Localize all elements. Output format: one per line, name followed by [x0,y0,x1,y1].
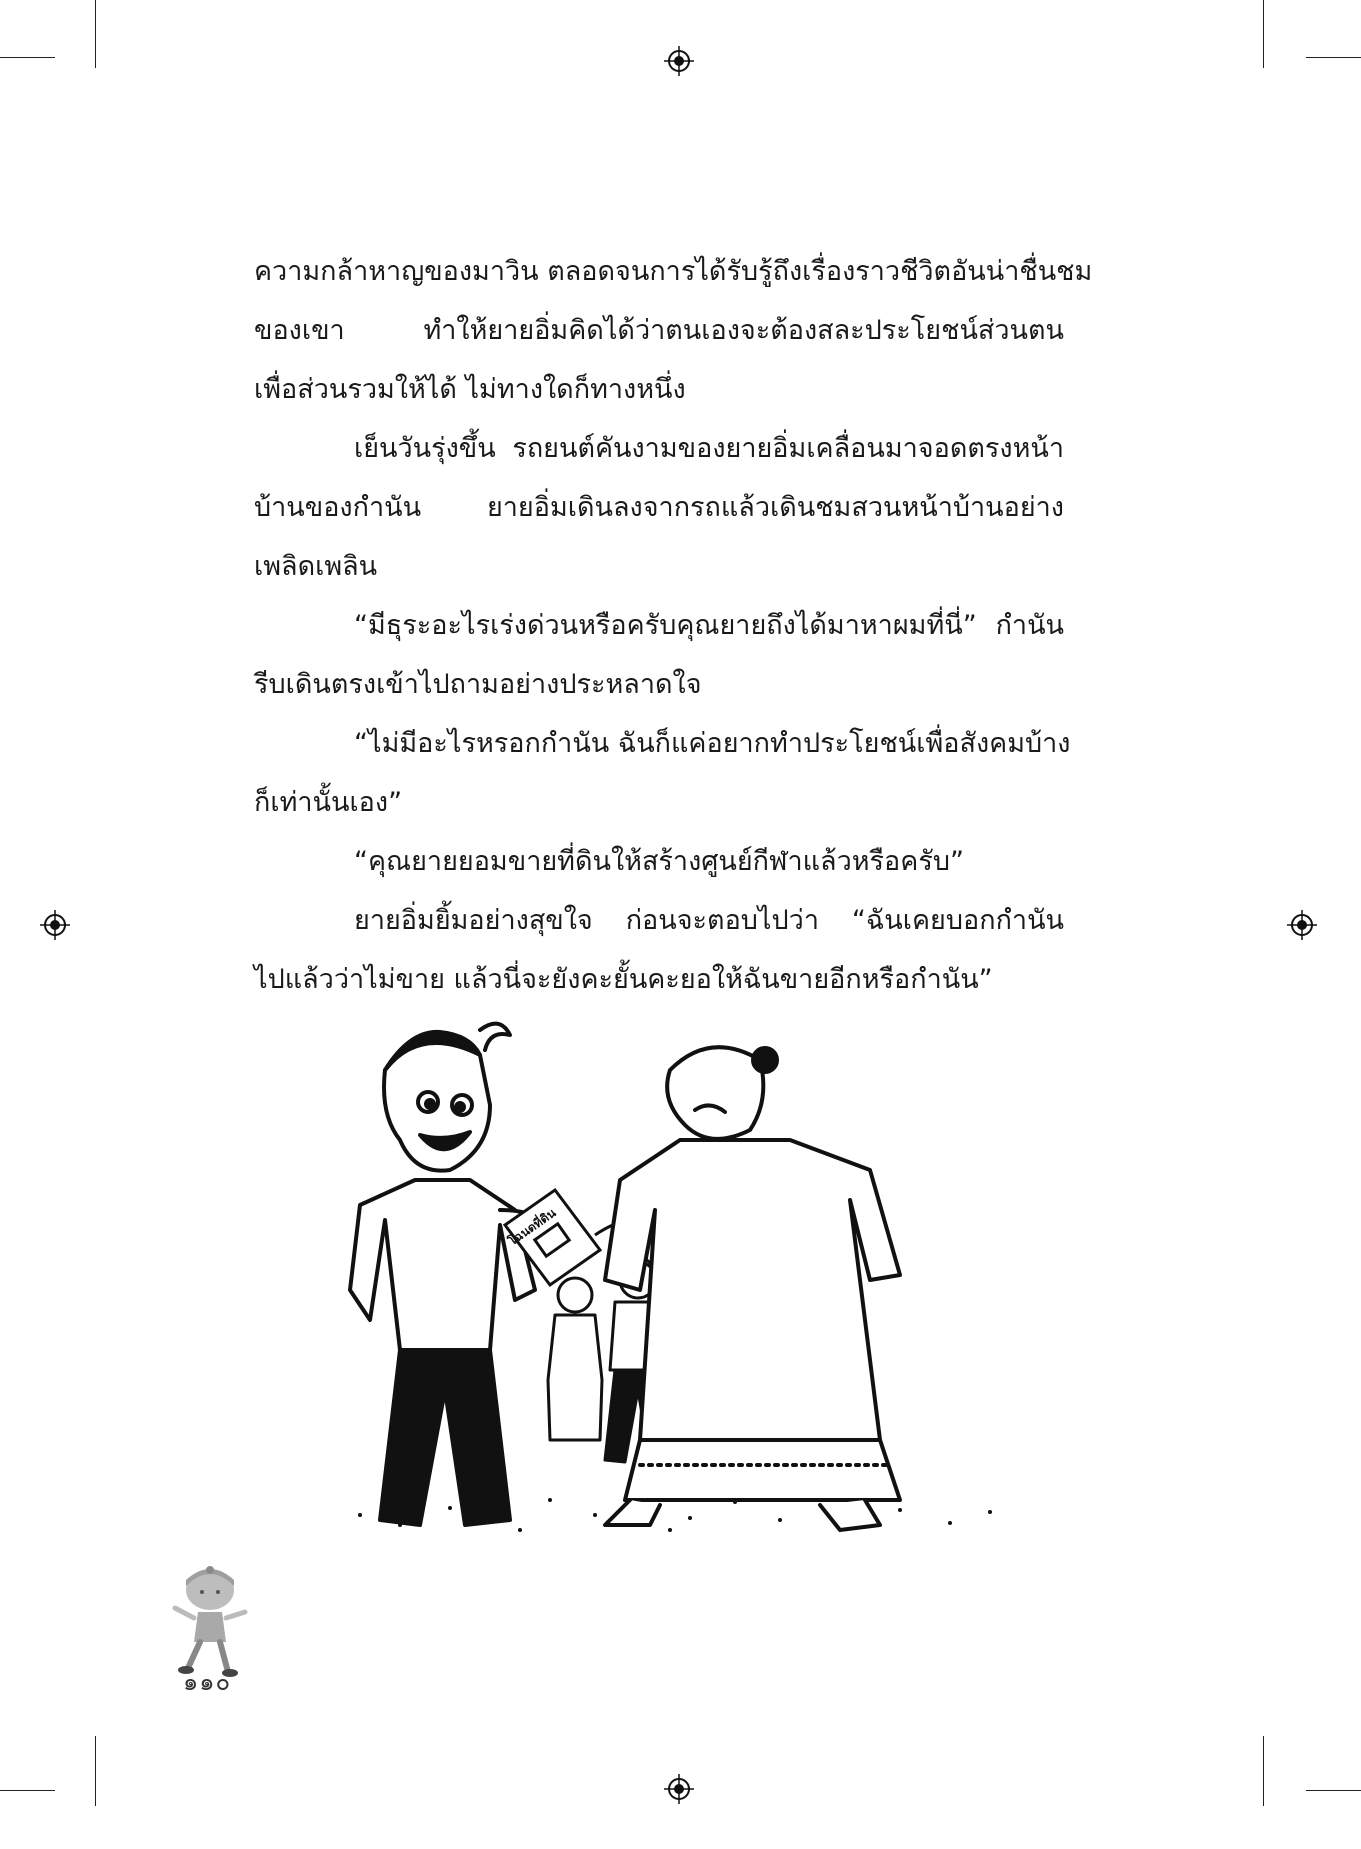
crop-mark [95,1736,96,1806]
grandma-figure [605,1047,900,1530]
text-line: ไปแล้วว่าไม่ขาย แล้วนี่จะยังคะยั้นคะยอให้ฉันขายอีกหรือกำนัน” [254,964,993,995]
crop-mark [1263,0,1264,68]
text-line: ก็เท่านั้นเอง” [254,787,403,818]
page-number: ๑๑๐ [183,1668,232,1696]
crop-mark [95,0,96,68]
text-line: ของเขา ทำให้ยายอิ่มคิดได้ว่าตนเองจะต้องสละประโยชน์ส่วนตน [254,315,1064,346]
text-line: “คุณยายยอมขายที่ดินให้สร้างศูนย์กีฬาแล้วหรือครับ” [354,846,964,877]
text-line: “ไม่มีอะไรหรอกกำนัน ฉันก็แค่อยากทำประโยชน์เพื่อสังคมบ้าง [354,728,1071,759]
kamnan-figure [350,1024,545,1525]
text-line: เพื่อส่วนรวมให้ได้ ไม่ทางใดก็ทางหนึ่ง [254,374,686,405]
crop-mark [1263,1736,1264,1806]
registration-mark [38,908,72,942]
registration-mark [662,44,696,78]
crop-mark [0,57,55,58]
text-line: ยายอิ่มยิ้มอย่างสุขใจ ก่อนจะตอบไปว่า “ฉันเคยบอกกำนัน [354,905,1064,936]
registration-mark [1285,908,1319,942]
paper-sign-text: โฉนดที่ดิน [505,1205,559,1249]
registration-mark [662,1772,696,1806]
text-line: “มีธุระอะไรเร่งด่วนหรือครับคุณยายถึงได้มาหาผมที่นี่” กำนัน [354,610,1064,641]
text-line: เย็นวันรุ่งขึ้น รถยนต์คันงามของยายอิ่มเคลื่อนมาจอดตรงหน้า [354,433,1064,464]
text-line: บ้านของกำนัน ยายอิ่มเดินลงจากรถแล้วเดินชมสวนหน้าบ้านอย่าง [254,492,1064,523]
crop-mark [1306,57,1361,58]
text-line: ความกล้าหาญของมาวิน ตลอดจนการได้รับรู้ถึงเรื่องราวชีวิตอันน่าชื่นชม [254,256,1093,287]
crop-mark [0,1790,55,1791]
story-illustration [340,1020,1045,1540]
crop-mark [1306,1790,1361,1791]
story-text [254,242,1093,1009]
text-line: เพลิดเพลิน [254,551,378,582]
text-line: รีบเดินตรงเข้าไปถามอย่างประหลาดใจ [254,669,702,700]
